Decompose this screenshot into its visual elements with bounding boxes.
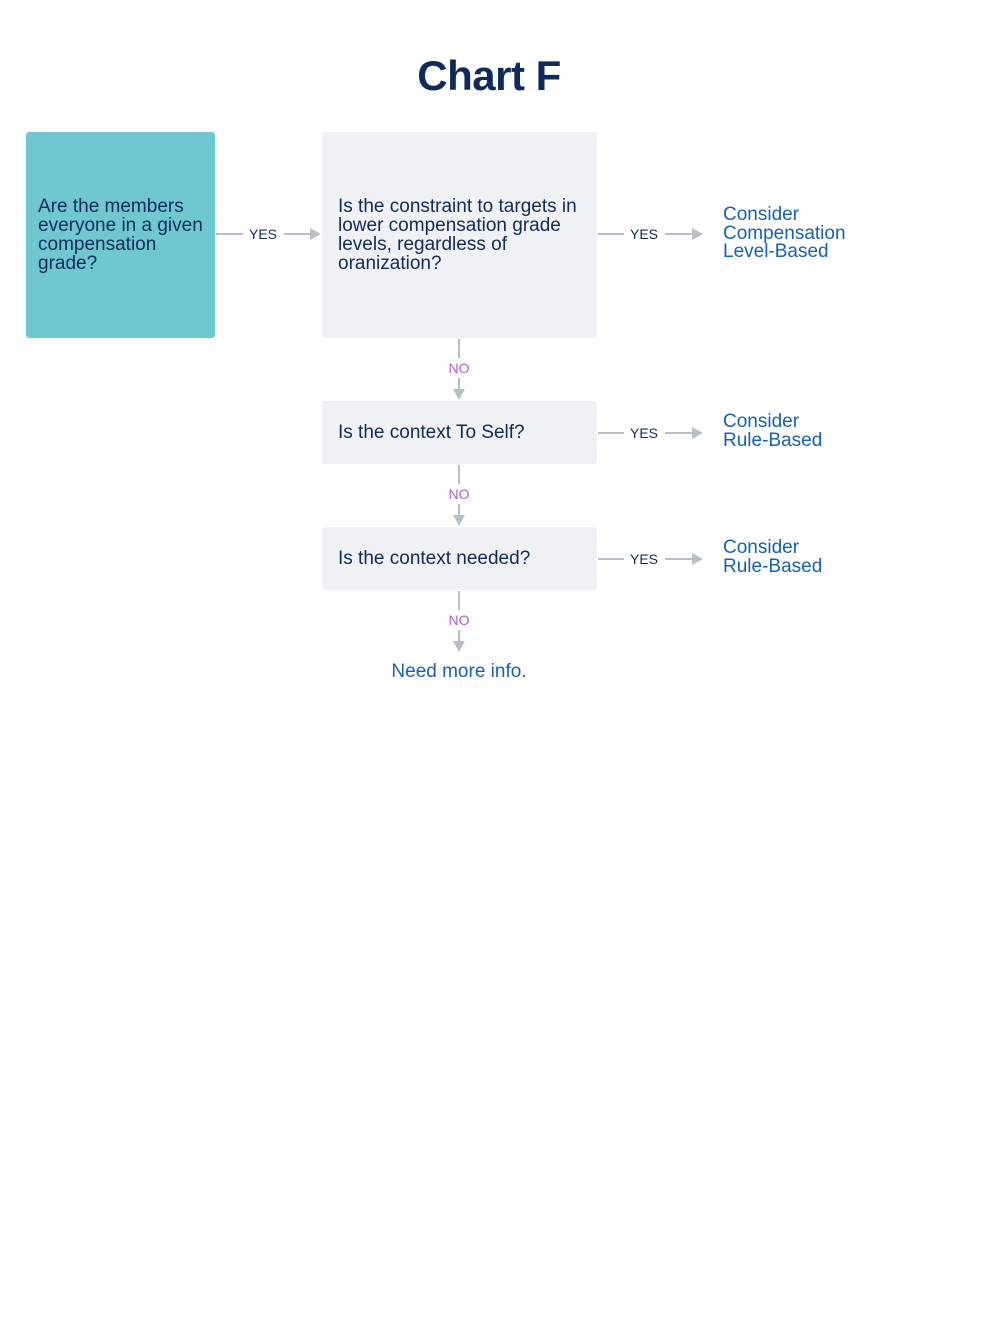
arrowhead-q1-yes <box>692 228 703 240</box>
yes-label-q2: YES <box>629 425 658 441</box>
yes-label-start: YES <box>248 226 277 242</box>
outcome-2-line-2: Rule-Based <box>723 429 823 451</box>
chart-title: Chart F <box>417 52 561 99</box>
outcome-1-line-3: Level-Based <box>723 241 829 262</box>
start-question-text: Are the members everyone in a given compensation grade? <box>38 196 203 274</box>
arrowhead-q1-no <box>453 389 465 400</box>
outcome-1-line-2: Compensation <box>723 222 846 244</box>
outcome-2-line-1: Consider <box>723 411 800 432</box>
question-3-text: Is the context needed? <box>338 548 531 569</box>
arrowhead-q2-yes <box>692 427 703 439</box>
outcome-rule-based-2 <box>723 539 822 576</box>
question-box-3 <box>322 527 597 590</box>
question-box-1 <box>322 132 597 338</box>
arrowhead-q3-yes <box>692 553 703 565</box>
question-2-text: Is the context To Self? <box>338 422 525 443</box>
question-1-text: Is the constraint to targets in lower compensation grade levels, regardless of oranization? <box>338 196 577 274</box>
outcome-1-line-1: Consider <box>723 204 800 225</box>
arrowhead-start-to-q1 <box>310 228 321 240</box>
outcome-compensation-level-based <box>723 206 846 262</box>
start-question-box <box>26 132 215 338</box>
arrowhead-q3-no <box>453 641 465 652</box>
yes-label-q1: YES <box>629 226 658 242</box>
question-box-2 <box>322 401 597 464</box>
outcome-rule-based-1 <box>723 413 822 450</box>
final-outcome-need-more-info: Need more info. <box>391 661 527 682</box>
no-label-q2: NO <box>448 486 470 502</box>
no-label-q3: NO <box>448 612 470 628</box>
arrowhead-q2-no <box>453 515 465 526</box>
outcome-3-line-2: Rule-Based <box>723 555 823 577</box>
yes-label-q3: YES <box>629 551 658 567</box>
outcome-3-line-1: Consider <box>723 537 800 558</box>
no-label-q1: NO <box>448 360 470 376</box>
